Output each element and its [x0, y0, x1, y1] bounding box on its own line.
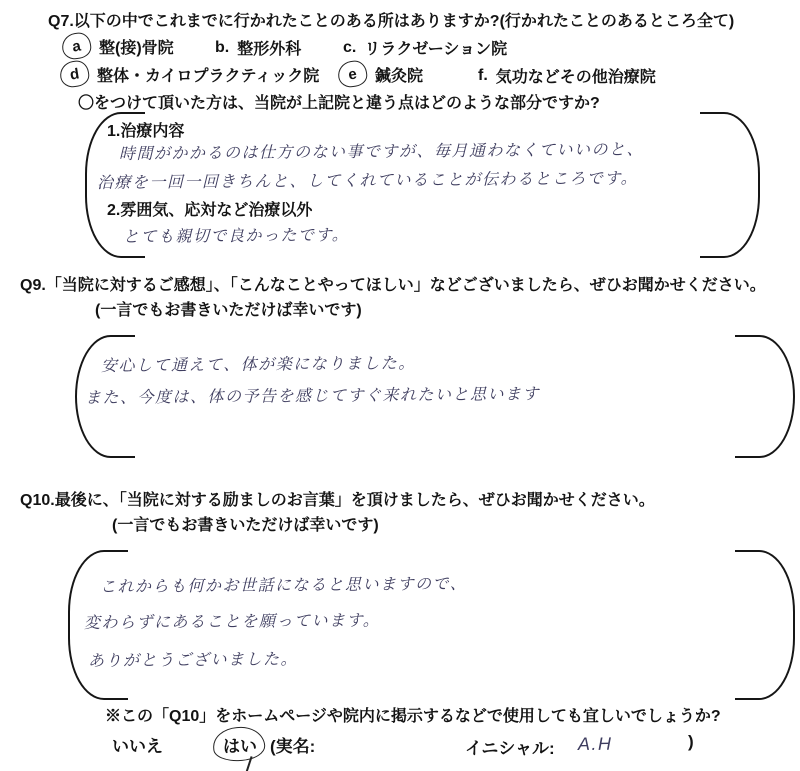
q7-option-c-letter: c.: [343, 38, 357, 56]
permission-close-paren: ): [688, 732, 694, 751]
q7-option-a: [62, 33, 174, 59]
permission-question: ※この「Q10」をホームページや院内に掲示するなどで使用しても宜しいでしょうか?: [105, 708, 721, 725]
q7-option-b-label: 整形外科: [237, 41, 302, 58]
q7-item1-handwriting-line2: 治療を一回一回きちんと、してくれていることが伝わるところです。: [96, 170, 639, 192]
initials-handwriting: A.H: [577, 733, 613, 754]
q7-item1-handwriting-line1: 時間がかかるのは仕方のない事ですが、毎月通わなくていいのと、: [118, 141, 645, 163]
q9-title: Q9.「当院に対するご感想」、「こんなことやってほしい」などございましたら、ぜひお聞かせください。: [20, 277, 766, 294]
q7-title: Q7.以下の中でこれまでに行かれたことのある所はありますか?(行かれたことのあるところ全て): [48, 13, 735, 30]
q10-answer-box: [68, 550, 795, 700]
q7-option-a-label: 整(接)骨院: [99, 39, 174, 57]
permission-no-label: いいえ: [112, 737, 163, 756]
q10-handwriting-line1: これからも何かお世話になると思いますので、: [99, 575, 468, 596]
q9-handwriting-line2: また、今度は、体の予告を感じてすぐ来れたいと思います: [84, 386, 541, 407]
q7-option-f-letter: f.: [478, 66, 488, 84]
q9-note: (一言でもお書きいただけば幸いです): [95, 302, 362, 319]
q10-handwriting-line2: 変わらずにあることを願っています。: [83, 612, 381, 632]
handdrawn-circle-a: a: [60, 31, 93, 61]
q7-option-e: [338, 61, 423, 87]
q7-option-f-label: 気功などその他治療院: [495, 69, 656, 86]
q10-handwriting-line3: ありがとうございました。: [87, 651, 299, 670]
q7-option-d: [60, 61, 319, 87]
q9-answer-box: [75, 335, 795, 458]
q7-option-f: [478, 64, 656, 87]
q7-answer-box: [85, 112, 760, 258]
q7-option-c: [343, 36, 507, 59]
q7-option-c-label: リラクゼーション院: [364, 41, 508, 58]
q10-note: (一言でもお書きいただけば幸いです): [112, 517, 379, 534]
q7-item2-handwriting: とても親切で良かったです。: [122, 227, 350, 246]
q7-option-d-label: 整体・カイロプラクティック院: [97, 67, 320, 85]
permission-initial-label: イニシャル:: [465, 739, 555, 758]
handdrawn-circle-e: e: [336, 59, 369, 89]
q7-prompt: 〇をつけて頂いた方は、当院が上記院と違う点はどのような部分ですか?: [78, 95, 600, 112]
permission-realname-label: (実名:: [270, 737, 316, 756]
q7-option-b: [215, 36, 301, 59]
q7-option-b-letter: b.: [215, 38, 230, 56]
q10-title: Q10.最後に、「当院に対する励ましのお言葉」を頂けましたら、ぜひお聞かせください。: [20, 492, 655, 509]
handdrawn-circle-d: d: [58, 59, 91, 89]
q9-handwriting-line1: 安心して通えて、体が楽になりました。: [100, 355, 416, 375]
q7-option-e-label: 鍼灸院: [375, 67, 424, 85]
permission-yes-label: はい: [223, 737, 257, 756]
handdrawn-circle-yes: [212, 725, 266, 763]
q7-box-item1-label: 1.治療内容: [107, 123, 185, 140]
q7-box-item2-label: 2.雰囲気、応対など治療以外: [107, 202, 313, 219]
